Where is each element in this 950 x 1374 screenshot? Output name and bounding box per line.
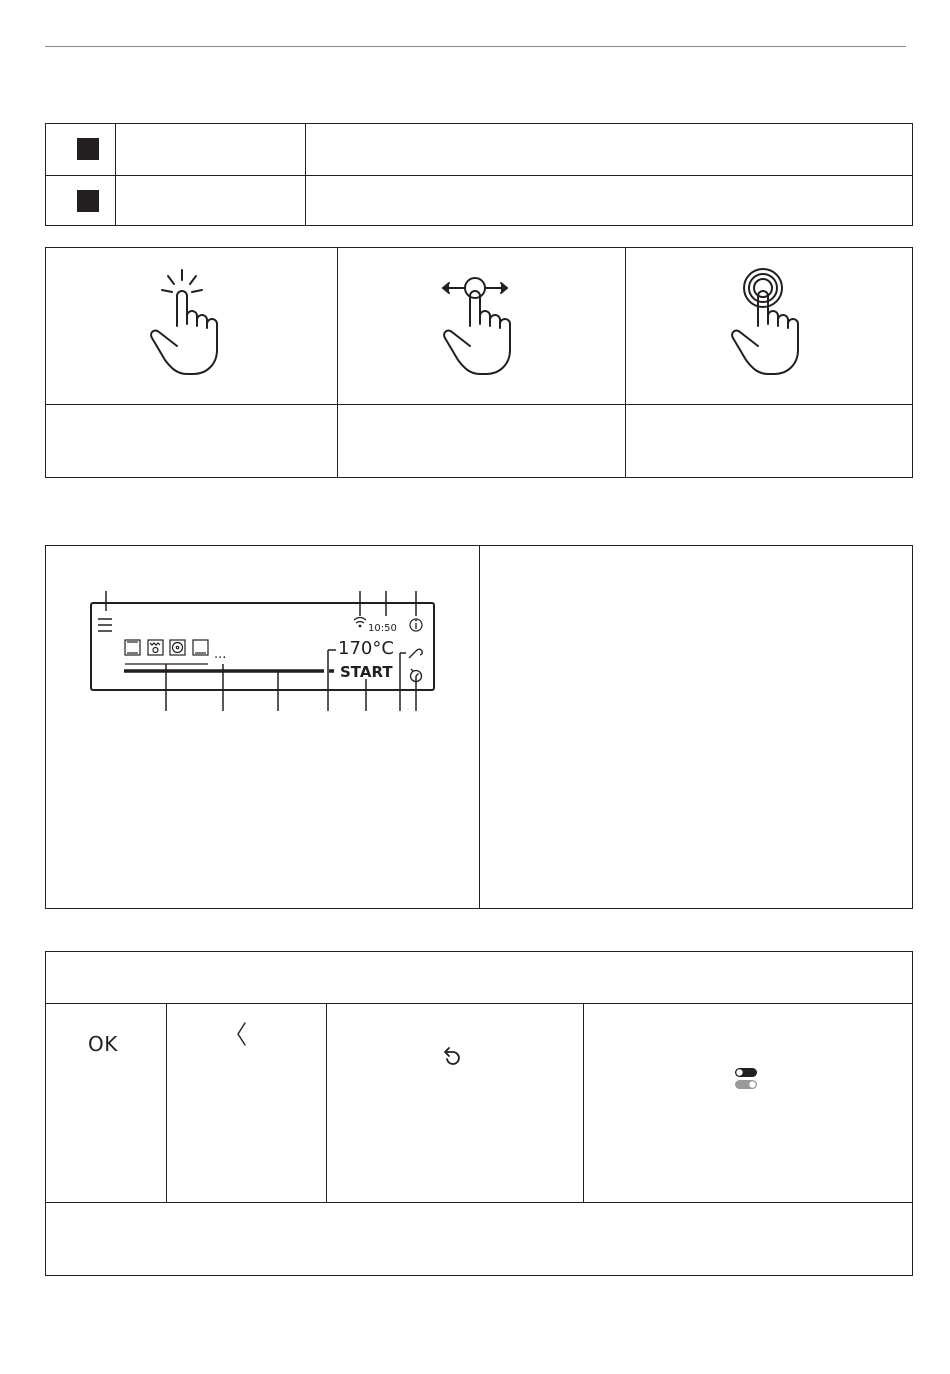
symbol-row bbox=[46, 175, 912, 227]
display-overview-table bbox=[45, 545, 913, 909]
oven-function-icons bbox=[125, 640, 208, 655]
core-probe-icon bbox=[409, 649, 422, 658]
undo-icon[interactable] bbox=[439, 1044, 465, 1070]
temperature-value: 170°C bbox=[338, 638, 394, 659]
column-divider bbox=[479, 546, 480, 908]
column-divider bbox=[337, 248, 338, 477]
black-square-icon bbox=[77, 138, 99, 160]
swipe-gesture-icon bbox=[435, 266, 515, 386]
long-press-gesture-icon bbox=[723, 266, 803, 386]
menu-icon bbox=[98, 619, 112, 631]
control-symbols-table bbox=[45, 951, 913, 1276]
symbol-row bbox=[46, 124, 912, 175]
row-divider bbox=[46, 1003, 912, 1004]
tap-gesture-icon bbox=[142, 266, 222, 386]
header-divider bbox=[45, 46, 906, 47]
black-square-icon bbox=[77, 190, 99, 212]
wifi-icon bbox=[354, 618, 366, 627]
column-divider bbox=[305, 124, 306, 225]
more-functions-indicator: ... bbox=[214, 647, 227, 662]
info-icon bbox=[410, 619, 422, 631]
column-divider bbox=[166, 1003, 167, 1202]
row-divider bbox=[46, 404, 912, 405]
row-divider bbox=[46, 1202, 912, 1203]
toggle-switch-icon[interactable] bbox=[733, 1066, 759, 1092]
ok-button[interactable]: OK bbox=[88, 1032, 118, 1056]
column-divider bbox=[326, 1003, 327, 1202]
symbol-table bbox=[45, 123, 913, 226]
column-divider bbox=[115, 124, 116, 225]
start-button[interactable]: START bbox=[340, 663, 393, 681]
clock-time: 10:50 bbox=[368, 623, 397, 634]
display-diagram bbox=[66, 576, 466, 726]
gesture-table bbox=[45, 247, 913, 478]
column-divider bbox=[583, 1003, 584, 1202]
column-divider bbox=[625, 248, 626, 477]
back-chevron-icon[interactable] bbox=[234, 1020, 250, 1048]
